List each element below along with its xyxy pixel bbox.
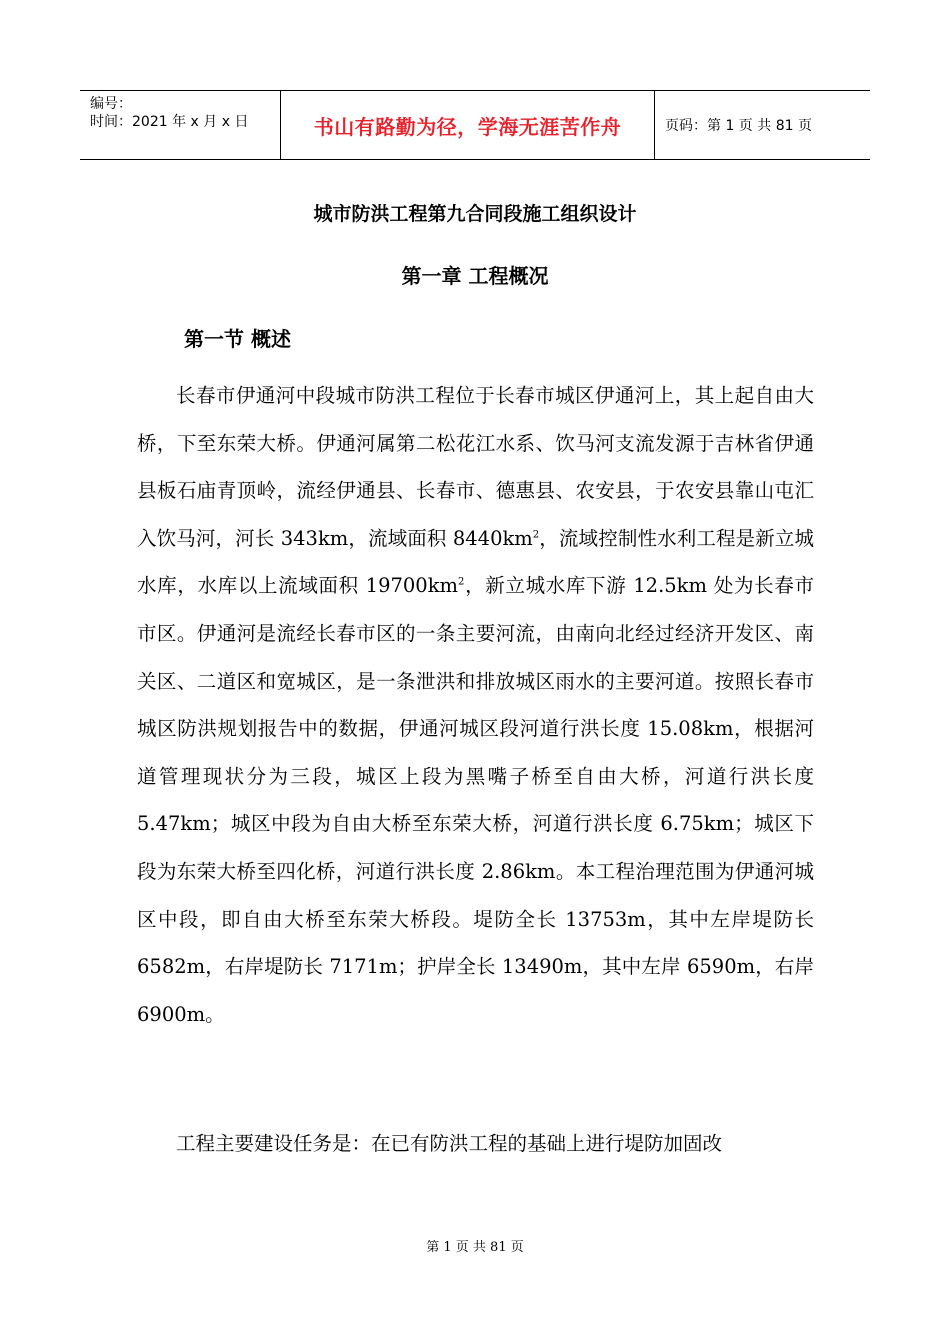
header-table bbox=[80, 90, 870, 160]
paragraph-text: 长春市伊通河中段城市防洪工程位于长春市城区伊通河上，其上起自由大桥，下至东荣大桥。伊通河属第二松花江水系、饮马河支流发源于吉林省伊通县板石庙青顶岭，流经伊通县、长春市、德惠县、农安县，于农安县靠山屯汇入饮马河，河长 343km，流域面积 8440km bbox=[137, 384, 814, 550]
header-page-info: 页码：第 1 页 共 81 页 bbox=[665, 118, 812, 134]
superscript: 2 bbox=[532, 529, 540, 541]
chapter-title: 第一章 工程概况 bbox=[401, 264, 549, 288]
page-footer: 第 1 页 共 81 页 bbox=[426, 1240, 524, 1255]
document-title: 城市防洪工程第九合同段施工组织设计 bbox=[313, 203, 637, 225]
construction-task-paragraph: 工程主要建设任务是：在已有防洪工程的基础上进行堤防加固改 bbox=[176, 1132, 723, 1155]
header-motto: 书山有路勤为径，学海无涯苦作舟 bbox=[313, 114, 622, 139]
document-number-label: 编号： bbox=[90, 96, 132, 112]
overview-paragraph bbox=[137, 372, 814, 1038]
paragraph-text: ，流域控制性水利工程是新立城水库，水库以上流域面积 19700km bbox=[137, 526, 814, 598]
header-motto-cell bbox=[281, 91, 655, 159]
paragraph-text: ，新立城水库下游 12.5km 处为长春市市区。伊通河是流经长春市区的一条主要河流，由南向北经过经济开发区、南关区、二道区和宽城区，是一条泄洪和排放城区雨水的主要河道。按照长春市城区防洪规划报告中的数据，伊通河城区段河道行洪长度 15.08km，根据河道管理现状分为三段，城区上段为黑嘴子桥至自由大桥，河道行洪长度 5.47km；城区中段为自由大桥至东荣大桥，河道行洪长度 6.75km；城区下段为东荣大桥至四化桥，河道行洪长度 2.86km。本工程治理范围为伊通河城区中段，即自由大桥至东荣大桥段。堤防全长 13753m，其中左岸堤防长 6582m，右岸堤防长 7171m；护岸全长 13490m，其中左岸 6590m，右岸 6900m。 bbox=[137, 574, 815, 1026]
section-title: 第一节 概述 bbox=[184, 327, 291, 351]
superscript: 2 bbox=[458, 576, 465, 588]
document-date-label: 时间：2021 年 x 月 x 日 bbox=[90, 114, 249, 130]
header-meta bbox=[80, 91, 281, 159]
